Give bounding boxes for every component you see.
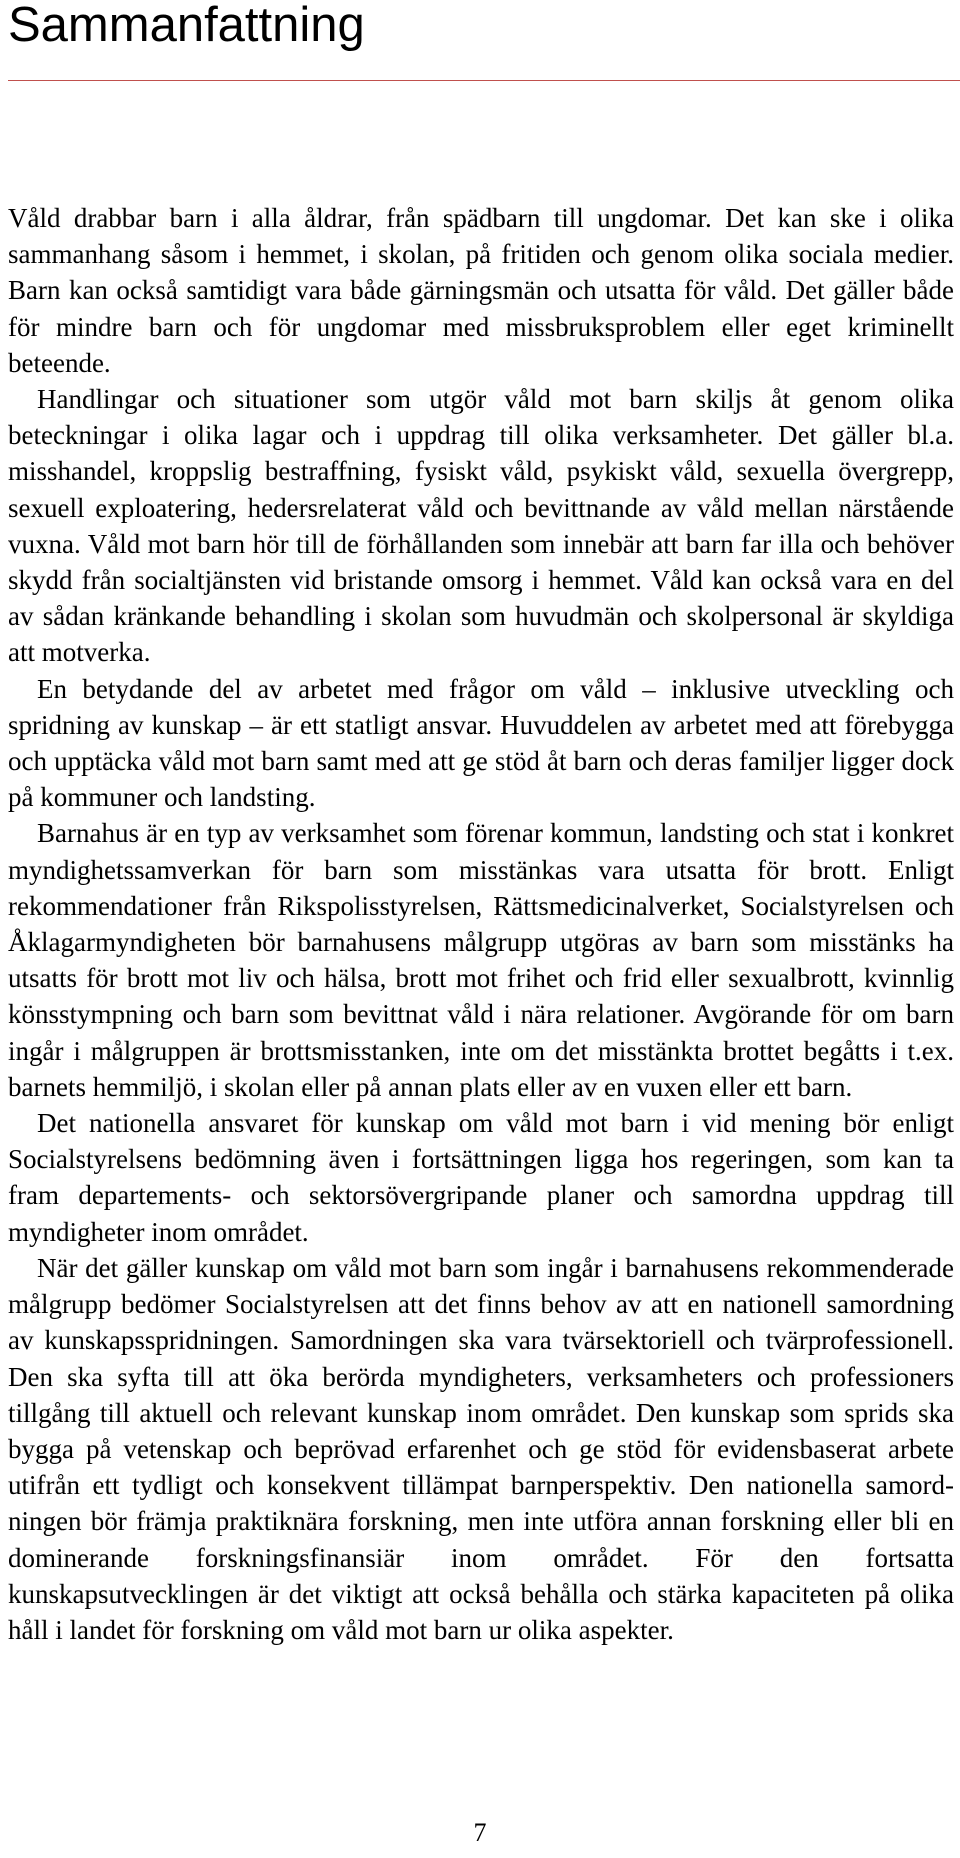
paragraph-3: En betydande del av arbetet med frågor om våld – inklusive utveckling och spridning av kunskap – är ett statligt ansvar. Huvuddelen av arbetet med att förebygga och upptäcka våld mot barn samt med att ge stöd åt barn och deras familjer ligger dock på kommuner och landsting. — [8, 673, 954, 813]
page-number: 7 — [473, 1818, 487, 1847]
heading-divider — [8, 80, 960, 81]
paragraph-6: När det gäller kunskap om våld mot barn som ingår i barnahusens rekommenderade målgrupp bedömer Socialstyrelsen att det finns behov av att en nationell samordning av kunskapsspridningen. Samordningen ska vara tvärsektoriell och tvärprofessionell. Den ska syfta till att öka berörda myndigheters, verksamheters och professioners tillgång till aktuell och relevant kunskap inom området. Den kunskap som sprids ska bygga på vetenskap och beprövad erfarenhet och ge stöd för evidensbaserat arbete utifrån ett tydligt och konsekvent tillämpat barnperspektiv. Den nationella samordningen bör främja praktiknära forskning, men inte utföra annan forskning eller bli en dominerande forskningsfinansiär inom området. För den fortsatta kunskapsutvecklingen är det viktigt att också behålla och stärka kapaciteten på olika håll i landet för forskning om våld mot barn ur olika aspekter. — [8, 1252, 954, 1645]
paragraph-1: Våld drabbar barn i alla åldrar, från spädbarn till ungdomar. Det kan ske i olika sammanhang såsom i hemmet, i skolan, på fritiden och genom olika sociala medier. Barn kan också samtidigt vara både gärningsmän och utsatta för våld. Det gäller både för mindre barn och för ungdomar med missbruksproblem eller eget kriminellt beteende. — [8, 203, 954, 378]
paragraph-2: Handlingar och situationer som utgör våld mot barn skiljs åt genom olika beteckningar i olika lagar och i uppdrag till olika verksamheter. Det gäller bl.a. misshandel, kroppslig bestraffning, fysiskt våld, psykiskt våld, sexuella övergrepp, sexuell exploatering, hedersrelaterat våld och bevittnande av våld mellan närstående vuxna. Våld mot barn hör till de förhållanden som innebär att barn far illa och behöver skydd från socialtjänsten vid bristande omsorg i hemmet. Våld kan också vara en del av sådan kränkande behandling i skolan som huvudmän och skolpersonal är skyldiga att motverka. — [8, 384, 954, 668]
page-title: Sammanfattning — [8, 0, 365, 52]
paragraph-5: Det nationella ansvaret för kunskap om våld mot barn i vid mening bör enligt Socialstyrelsens bedömning även i fortsättningen ligga hos regeringen, som kan ta fram departements- och sektorsövergripande planer och samordna uppdrag till myndigheter inom området. — [8, 1108, 954, 1247]
summary-body — [8, 200, 954, 1648]
paragraph-4: Barnahus är en typ av verksamhet som förenar kommun, landsting och stat i konkret myndighetssamverkan för barn som misstänkas vara utsatta för brott. Enligt rekommendationer från Rikspolisstyrelsen, Rättsmedicinalverket, Socialstyrelsen och Åklagarmyndigheten bör barnahusens målgrupp utgöras av barn som misstänks ha utsatts för brott mot liv och hälsa, brott mot frihet och frid eller sexualbrott, kvinnlig könsstympning och barn som bevittnat våld i nära relationer. Avgörande för om barn ingår i målgruppen är brottsmisstanken, inte om det misstänkta brottet begåtts i t.ex. barnets hemmiljö, i skolan eller på annan plats eller av en vuxen eller ett barn. — [8, 818, 954, 1102]
